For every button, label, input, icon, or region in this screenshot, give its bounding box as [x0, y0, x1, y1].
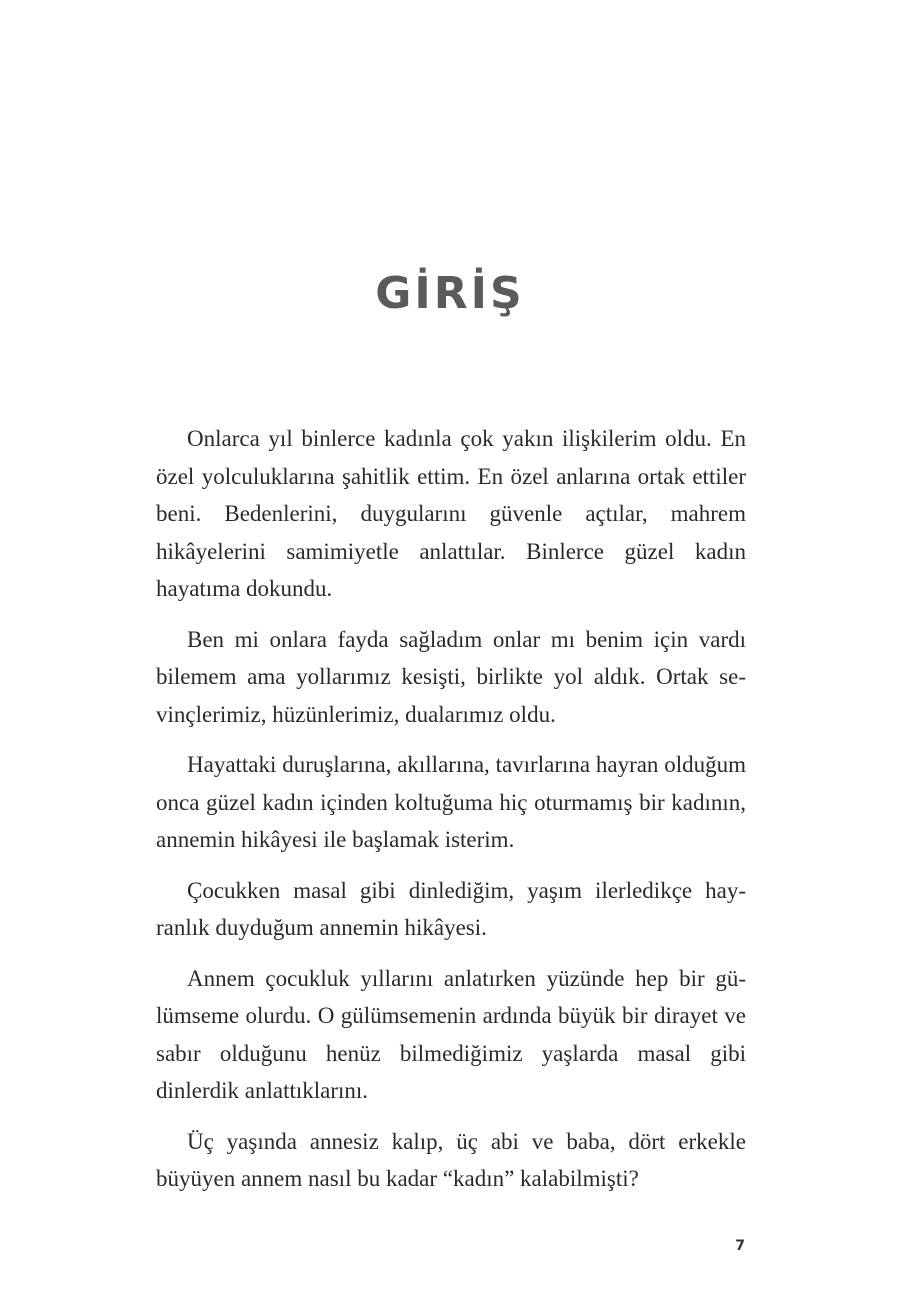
- paragraph-6: Üç yaşında annesiz kalıp, üç abi ve baba, dört erkekle büyüyen annem nasıl bu kadar “kadın” kalabilmişti?: [156, 1128, 746, 1191]
- paragraph-3: Hayattaki duruşlarına, akıllarına, tavırlarına hayran olduğum onca güzel kadın içinden koltuğuma hiç oturmamış bir kadının, annemin hikâyesi ile başlamak isterim.: [156, 752, 746, 852]
- paragraph-5: Annem çocukluk yıllarını anlatırken yüzünde hep bir gülümseme olurdu. O gülümsemenin ardında büyük bir dirayet ve sabır olduğunu henüz bilmediğimiz yaşlarda masal gibi dinlerdik anlattıklarını.: [156, 965, 746, 1103]
- page-number: 7: [735, 1238, 745, 1254]
- paragraph-1: Onlarca yıl binlerce kadınla çok yakın ilişkilerim oldu. En özel yolculuklarına şahitlik ettim. En özel anlarına ortak ettiler beni. Bedenlerini, duygularını güvenle açtılar, mahrem hikâyelerini samimiyetle anlattılar. Binlerce güzel kadın hayatıma dokundu.: [156, 426, 746, 601]
- paragraph-2: Ben mi onlara fayda sağladım onlar mı benim için vardı bilemem ama yollarımız kesişti, birlikte yol aldık. Ortak sevinçlerimiz, hüzünlerimiz, dualarımız oldu.: [156, 626, 746, 727]
- body-text: [156, 420, 746, 1211]
- paragraph-4: Çocukken masal gibi dinlediğim, yaşım ilerledikçe hayranlık duyduğum annemin hikâyesi.: [156, 877, 746, 940]
- chapter-title: GİRİŞ: [375, 268, 525, 319]
